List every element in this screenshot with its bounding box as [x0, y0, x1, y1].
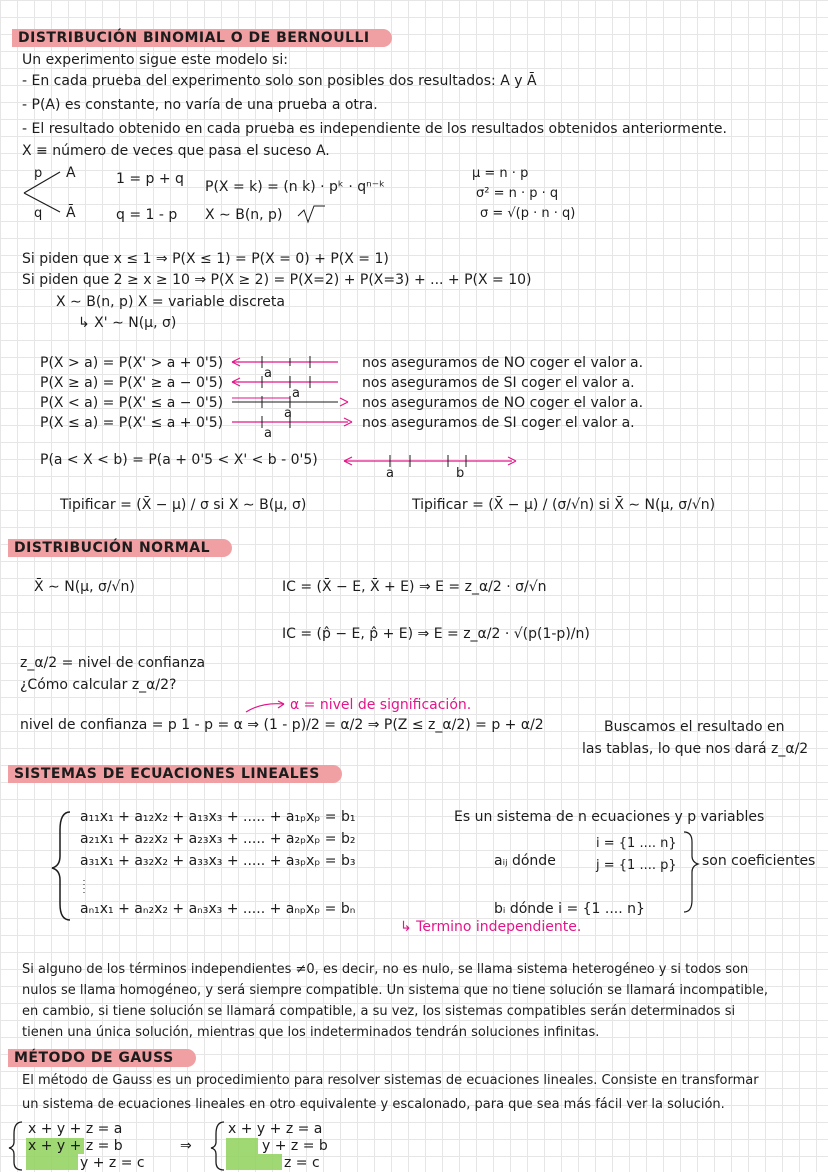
aij-label: aᵢⱼ dónde: [494, 853, 556, 869]
eq-one: 1 = p + q: [116, 171, 184, 187]
gauss-para-1: El método de Gauss es un procedimiento para resolver sistemas de ecuaciones lineales. Consiste en transformar: [22, 1073, 759, 1088]
gauss-para-2: un sistema de ecuaciones lineales en otro equivalente y escalonado, para que sea más fácil ver la solución.: [22, 1097, 725, 1112]
tree-outcome-abar: Ā: [66, 205, 76, 221]
gauss-left-brace: [9, 1122, 22, 1170]
system-row-n: aₙ₁x₁ + aₙ₂x₂ + aₙ₃x₃ + ..... + aₙₚxₚ = bₙ: [80, 901, 356, 917]
j-range: j = {1 .... p}: [596, 858, 677, 873]
sd-formula: σ = √(p · n · q): [480, 206, 576, 221]
tipificar-1: Tipificar = (X̄ − μ) / σ si X ∼ B(μ, σ): [60, 497, 307, 513]
variance-formula: σ² = n · p · q: [476, 186, 559, 201]
sistemas-para-4: tienen una única solución, mientras que los indeterminados tendrán soluciones infinitas.: [22, 1025, 600, 1040]
system-row-1: a₁₁x₁ + a₁₂x₂ + a₁₃x₃ + ..... + a₁ₚxₚ = b₁: [80, 809, 356, 825]
line4-label-a: a: [264, 426, 272, 441]
sistemas-para-1: Si alguno de los términos independientes ≠0, es decir, no es nulo, se llama sistema heterogéneo y si todos son: [22, 962, 749, 977]
variable-discreta: X ∼ B(n, p) X = variable discreta: [56, 294, 285, 310]
sistemas-para-3: en cambio, si tiene solución se llamará compatible, a su vez, los sistemas compatibles serán determinados si: [22, 1004, 736, 1019]
tree-label-q: q: [34, 206, 43, 221]
si-piden-1: Si piden que x ≤ 1 ⇒ P(X ≤ 1) = P(X = 0) + P(X = 1): [22, 251, 389, 267]
normal-title: DISTRIBUCIÓN NORMAL: [8, 539, 232, 557]
ic-proportion: IC = (p̂ − E, p̂ + E) ⇒ E = z_α/2 · √(p(1-p)/n): [282, 626, 590, 642]
sqrt-sign: [298, 206, 325, 222]
correction-5: P(a < X < b) = P(a + 0'5 < X' < b - 0'5): [40, 452, 318, 468]
xbar-dist: X̄ ∼ N(μ, σ/√n): [34, 579, 135, 595]
gauss-right-brace: [211, 1122, 224, 1170]
binomial-intro: Un experimento sigue este modelo si:: [22, 52, 288, 68]
correction-3: P(X < a) = P(X' ≤ a − 0'5): [40, 395, 224, 411]
gauss-right-1: x + y + z = a: [228, 1121, 323, 1137]
bi-label: bᵢ dónde i = {1 .... n}: [494, 901, 645, 917]
coeficientes-label: son coeficientes: [702, 853, 816, 869]
x-definition: X ≡ número de veces que pasa el suceso A.: [22, 143, 330, 159]
sistemas-title: SISTEMAS DE ECUACIONES LINEALES: [8, 765, 342, 783]
buscamos-line-1: Buscamos el resultado en: [604, 719, 785, 735]
correction-2: P(X ≥ a) = P(X' ≥ a − 0'5): [40, 375, 224, 391]
binomial-dist: X ∼ B(n, p): [205, 207, 283, 223]
gauss-right-2: y + z = b: [262, 1138, 328, 1154]
correction-4: P(X ≤ a) = P(X' ≤ a + 0'5): [40, 415, 224, 431]
binomial-bullet-1: - En cada prueba del experimento solo son posibles dos resultados: A y Ā: [22, 73, 537, 89]
note-2: nos aseguramos de SI coger el valor a.: [362, 375, 635, 391]
system-row-2: a₂₁x₁ + a₂₂x₂ + a₂₃x₃ + ..... + a₂ₚxₚ = b₂: [80, 831, 356, 847]
note-4: nos aseguramos de SI coger el valor a.: [362, 415, 635, 431]
system-brace: [52, 812, 70, 920]
mean-formula: μ = n · p: [472, 166, 529, 181]
system-description: Es un sistema de n ecuaciones y p variables: [454, 809, 765, 825]
gauss-left-1: x + y + z = a: [28, 1121, 123, 1137]
gauss-left-2: x + y + z = b: [28, 1138, 123, 1154]
line1-label-a: a: [264, 366, 272, 381]
confidence-calc: nivel de confianza = p 1 - p = α ⇒ (1 - p)/2 = α/2 ⇒ P(Z ≤ z_α/2) = p + α/2: [20, 717, 544, 733]
note-3: nos aseguramos de NO coger el valor a.: [362, 395, 644, 411]
highlight-zero-2: [226, 1154, 282, 1170]
line5-label-a: a: [386, 466, 394, 481]
alpha-label: α = nivel de significación.: [290, 697, 472, 713]
sistemas-para-2: nulos se llama homogéneo, y será siempre compatible. Un sistema que no tiene solución se llamará incompatible,: [22, 983, 768, 998]
tree-outcome-a: A: [66, 165, 76, 181]
line5-label-b: b: [456, 466, 465, 481]
normal-approx: ↳ X' ∼ N(μ, σ): [78, 315, 177, 331]
tree-label-p: p: [34, 166, 43, 181]
como-calcular: ¿Cómo calcular z_α/2?: [20, 677, 177, 693]
binomial-bullet-2: - P(A) es constante, no varía de una prueba a otra.: [22, 97, 378, 113]
binomial-title: DISTRIBUCIÓN BINOMIAL O DE BERNOULLI: [12, 29, 392, 47]
coef-brace: [684, 832, 698, 912]
gauss-arrow: ⇒: [180, 1138, 192, 1154]
line2-label-a: a: [292, 386, 300, 401]
binomial-bullet-3: - El resultado obtenido en cada prueba es independiente de los resultados obtenidos anteriormente.: [22, 121, 727, 137]
i-range: i = {1 .... n}: [596, 836, 677, 851]
gauss-title: MÉTODO DE GAUSS: [8, 1049, 196, 1067]
tipificar-2: Tipificar = (X̄ − μ) / (σ/√n) si X̄ ∼ N(μ, σ/√n): [412, 497, 716, 513]
buscamos-line-2: las tablas, lo que nos dará z_α/2: [582, 741, 809, 757]
prob-formula: P(X = k) = (n k) · pᵏ · qⁿ⁻ᵏ: [205, 179, 386, 195]
correction-1: P(X > a) = P(X' > a + 0'5): [40, 355, 224, 371]
z-definition: z_α/2 = nivel de confianza: [20, 655, 206, 671]
line3-label-a: a: [284, 406, 292, 421]
termino-independiente: ↳ Termino independiente.: [400, 919, 582, 935]
si-piden-2: Si piden que 2 ≥ x ≥ 10 ⇒ P(X ≥ 2) = P(X=2) + P(X=3) + ... + P(X = 10): [22, 272, 532, 288]
ic-mean: IC = (X̄ − E, X̄ + E) ⇒ E = z_α/2 · σ/√n: [282, 579, 547, 595]
system-row-3: a₃₁x₁ + a₃₂x₂ + a₃₃x₃ + ..... + a₃ₚxₚ = b₃: [80, 853, 356, 869]
eq-q: q = 1 - p: [116, 207, 178, 223]
note-1: nos aseguramos de NO coger el valor a.: [362, 355, 644, 371]
highlight-zero-1: [226, 1138, 258, 1154]
gauss-right-3: z = c: [284, 1155, 320, 1171]
highlight-row-3: [26, 1154, 78, 1170]
gauss-left-3: y + z = c: [80, 1155, 145, 1171]
